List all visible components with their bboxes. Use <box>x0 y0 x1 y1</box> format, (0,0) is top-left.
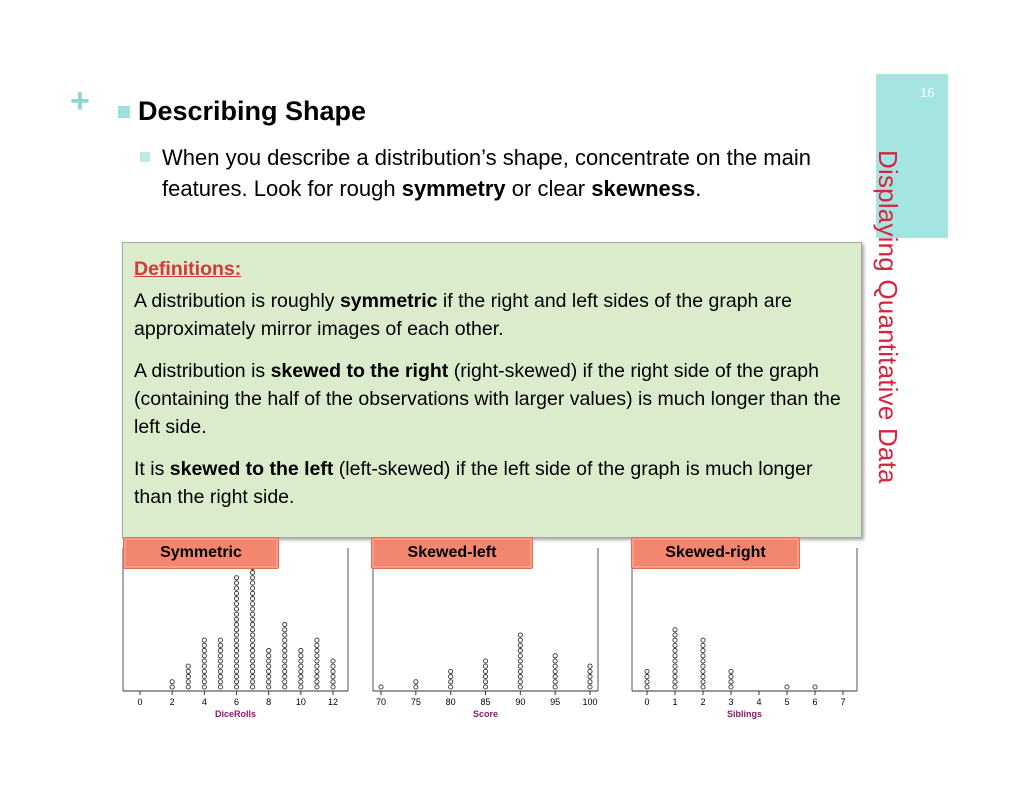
data-dot <box>588 680 592 684</box>
data-dot <box>299 649 303 653</box>
data-dot <box>283 628 287 632</box>
data-dot <box>218 649 222 653</box>
data-dot <box>234 643 238 647</box>
data-dot <box>785 685 789 689</box>
definitions-heading: Definitions: <box>134 258 242 280</box>
tick-label: 0 <box>137 697 143 707</box>
data-dot <box>414 685 418 689</box>
data-dot <box>234 617 238 621</box>
data-dot <box>267 649 271 653</box>
data-dot <box>186 669 190 673</box>
data-dot <box>449 685 453 689</box>
data-dot <box>673 638 677 642</box>
data-dot <box>250 617 254 621</box>
data-dot <box>250 591 254 595</box>
data-dot <box>518 675 522 679</box>
data-dot <box>234 638 238 642</box>
data-dot <box>283 659 287 663</box>
data-dot <box>250 571 254 575</box>
data-dot <box>234 628 238 632</box>
data-dot <box>218 675 222 679</box>
tick-label: 6 <box>812 697 818 707</box>
data-dot <box>813 685 817 689</box>
data-dot <box>250 649 254 653</box>
data-dot <box>234 623 238 627</box>
data-dot <box>518 649 522 653</box>
tick-label: 2 <box>700 697 706 707</box>
data-dot <box>299 659 303 663</box>
data-dot <box>250 664 254 668</box>
data-dot <box>283 633 287 637</box>
tick-label: 1 <box>672 697 678 707</box>
def1-bold: symmetric <box>339 290 438 312</box>
data-dot <box>518 669 522 673</box>
data-dot <box>267 685 271 689</box>
data-dot <box>518 654 522 658</box>
data-dot <box>234 680 238 684</box>
data-dot <box>673 669 677 673</box>
data-dot <box>299 669 303 673</box>
data-dot <box>331 664 335 668</box>
data-dot <box>729 685 733 689</box>
data-dot <box>250 576 254 580</box>
data-dot <box>234 607 238 611</box>
data-dot <box>701 649 705 653</box>
data-dot <box>483 680 487 684</box>
data-dot <box>250 623 254 627</box>
data-dot <box>701 654 705 658</box>
tick-label: 75 <box>410 697 421 707</box>
data-dot <box>553 685 557 689</box>
def3-text-a: It is <box>134 458 170 480</box>
def2-text-b: (right-skewed) if the right side of the graph (containing the half of the observations with larger values) is much longer than the left side. <box>134 360 841 438</box>
data-dot <box>518 685 522 689</box>
data-dot <box>673 628 677 632</box>
label-skewed-left: Skewed-left <box>371 537 533 569</box>
data-dot <box>234 602 238 606</box>
data-dot <box>202 654 206 658</box>
data-dot <box>234 633 238 637</box>
data-dot <box>267 680 271 684</box>
data-dot <box>315 654 319 658</box>
data-dot <box>331 680 335 684</box>
data-dot <box>170 685 174 689</box>
data-dot <box>202 685 206 689</box>
data-dot <box>202 649 206 653</box>
data-dot <box>414 680 418 684</box>
data-dot <box>250 633 254 637</box>
data-dot <box>283 664 287 668</box>
data-dot <box>449 669 453 673</box>
data-dot <box>673 675 677 679</box>
data-dot <box>186 685 190 689</box>
data-dot <box>283 623 287 627</box>
data-dot <box>283 643 287 647</box>
data-dot <box>234 675 238 679</box>
data-dot <box>315 649 319 653</box>
data-dot <box>267 664 271 668</box>
tick-label: 10 <box>295 697 306 707</box>
data-dot <box>202 664 206 668</box>
data-dot <box>250 685 254 689</box>
data-dot <box>250 581 254 585</box>
x-axis-label-skewed-left: Score <box>472 709 499 719</box>
data-dot <box>518 638 522 642</box>
data-dot <box>250 597 254 601</box>
data-dot <box>250 669 254 673</box>
data-dot <box>315 643 319 647</box>
data-dot <box>701 680 705 684</box>
data-dot <box>553 669 557 673</box>
data-dot <box>518 633 522 637</box>
data-dot <box>331 685 335 689</box>
tick-label: 100 <box>582 697 598 707</box>
data-dot <box>299 654 303 658</box>
data-dot <box>673 633 677 637</box>
x-axis-label-skewed-right: Siblings <box>726 709 763 719</box>
data-dot <box>267 654 271 658</box>
data-dot <box>553 675 557 679</box>
tick-label: 6 <box>233 697 240 707</box>
data-dot <box>729 669 733 673</box>
data-dot <box>218 669 222 673</box>
data-dot <box>234 664 238 668</box>
data-dot <box>267 675 271 679</box>
bullet-text-2: or clear <box>505 176 592 201</box>
data-dot <box>701 664 705 668</box>
data-dot <box>202 638 206 642</box>
data-dot <box>483 669 487 673</box>
data-dot <box>218 664 222 668</box>
data-dot <box>186 680 190 684</box>
data-dot <box>250 654 254 658</box>
data-dot <box>299 680 303 684</box>
data-dot <box>331 669 335 673</box>
data-dot <box>234 649 238 653</box>
def1-text-b: if the right and left sides of the graph are approximately mirror images of each other. <box>134 290 792 340</box>
data-dot <box>250 628 254 632</box>
tick-label: 70 <box>375 697 387 707</box>
def2-bold: skewed to the right <box>270 360 449 382</box>
data-dot <box>202 669 206 673</box>
data-dot <box>283 685 287 689</box>
data-dot <box>645 669 649 673</box>
label-skewed-right: Skewed-right <box>631 537 800 569</box>
data-dot <box>283 680 287 684</box>
data-dot <box>267 669 271 673</box>
data-dot <box>283 638 287 642</box>
def3-text-b: (left-skewed) if the left side of the graph is much longer than the right side. <box>134 458 813 508</box>
tick-label: 8 <box>266 697 272 707</box>
bullet-bold-skewness: skewness <box>591 176 696 201</box>
data-dot <box>645 685 649 689</box>
data-dot <box>331 659 335 663</box>
tick-label: 3 <box>728 697 734 707</box>
data-dot <box>250 586 254 590</box>
data-dot <box>234 659 238 663</box>
bullet-text-1: When you describe a distribution’s shape, concentrate on the main features. Look for rough <box>162 145 811 201</box>
data-dot <box>283 675 287 679</box>
data-dot <box>202 659 206 663</box>
data-dot <box>250 680 254 684</box>
data-dot <box>218 659 222 663</box>
data-dot <box>234 591 238 595</box>
data-dot <box>315 675 319 679</box>
data-dot <box>518 664 522 668</box>
data-dot <box>218 643 222 647</box>
data-dot <box>483 685 487 689</box>
data-dot <box>283 669 287 673</box>
data-dot <box>234 581 238 585</box>
data-dot <box>673 659 677 663</box>
data-dot <box>299 675 303 679</box>
data-dot <box>186 664 190 668</box>
data-dot <box>250 638 254 642</box>
data-dot <box>202 680 206 684</box>
data-dot <box>553 654 557 658</box>
data-dot <box>553 659 557 663</box>
data-dot <box>315 659 319 663</box>
data-dot <box>449 675 453 679</box>
data-dot <box>250 607 254 611</box>
data-dot <box>234 669 238 673</box>
data-dot <box>701 669 705 673</box>
data-dot <box>218 654 222 658</box>
data-dot <box>518 680 522 684</box>
data-dot <box>250 643 254 647</box>
label-symmetric: Symmetric <box>123 537 279 569</box>
data-dot <box>234 685 238 689</box>
bullet-bold-symmetry: symmetry <box>401 176 506 201</box>
data-dot <box>483 659 487 663</box>
tick-label: 2 <box>169 697 175 707</box>
data-dot <box>673 643 677 647</box>
data-dot <box>673 680 677 684</box>
def2-text-a: A distribution is <box>134 360 271 382</box>
data-dot <box>218 638 222 642</box>
tick-label: 85 <box>480 697 491 707</box>
tick-label: 7 <box>840 697 846 707</box>
data-dot <box>701 685 705 689</box>
def3-bold: skewed to the left <box>169 458 334 480</box>
data-dot <box>673 664 677 668</box>
data-dot <box>701 643 705 647</box>
data-dot <box>250 612 254 616</box>
def1-text-a: A distribution is roughly <box>134 290 340 312</box>
data-dot <box>218 680 222 684</box>
data-dot <box>283 649 287 653</box>
x-axis-label-symmetric: DiceRolls <box>214 709 257 719</box>
data-dot <box>518 643 522 647</box>
data-dot <box>449 680 453 684</box>
data-dot <box>315 638 319 642</box>
tick-label: 4 <box>756 697 762 707</box>
data-dot <box>331 675 335 679</box>
data-dot <box>483 675 487 679</box>
data-dot <box>250 659 254 663</box>
data-dot <box>299 664 303 668</box>
data-dot <box>234 576 238 580</box>
data-dot <box>729 675 733 679</box>
data-dot <box>170 680 174 684</box>
data-dot <box>315 680 319 684</box>
data-dot <box>701 638 705 642</box>
data-dot <box>645 675 649 679</box>
tick-label: 0 <box>644 697 650 707</box>
data-dot <box>729 680 733 684</box>
data-dot <box>553 680 557 684</box>
data-dot <box>701 675 705 679</box>
tick-label: 90 <box>515 697 526 707</box>
data-dot <box>218 685 222 689</box>
data-dot <box>299 685 303 689</box>
data-dot <box>645 680 649 684</box>
data-dot <box>234 597 238 601</box>
data-dot <box>379 685 383 689</box>
data-dot <box>483 664 487 668</box>
data-dot <box>315 685 319 689</box>
data-dot <box>588 685 592 689</box>
data-dot <box>283 654 287 658</box>
data-dot <box>250 675 254 679</box>
data-dot <box>202 675 206 679</box>
tick-label: 80 <box>445 697 456 707</box>
data-dot <box>234 586 238 590</box>
data-dot <box>250 602 254 606</box>
slide-title: Describing Shape <box>138 96 367 126</box>
data-dot <box>673 649 677 653</box>
data-dot <box>518 659 522 663</box>
data-dot <box>315 669 319 673</box>
data-dot <box>234 612 238 616</box>
side-title: Displaying Quantitative Data <box>873 150 903 484</box>
data-dot <box>315 664 319 668</box>
tick-label: 12 <box>327 697 339 707</box>
data-dot <box>588 675 592 679</box>
data-dot <box>673 654 677 658</box>
data-dot <box>234 654 238 658</box>
data-dot <box>202 643 206 647</box>
tick-label: 5 <box>784 697 790 707</box>
data-dot <box>588 664 592 668</box>
data-dot <box>267 659 271 663</box>
tick-label: 95 <box>550 697 561 707</box>
data-dot <box>553 664 557 668</box>
bullet-text-3: . <box>695 176 702 201</box>
data-dot <box>701 659 705 663</box>
data-dot <box>588 669 592 673</box>
data-dot <box>186 675 190 679</box>
page-number: 16 <box>920 85 935 100</box>
tick-label: 4 <box>201 697 207 707</box>
plus-icon: + <box>70 82 90 120</box>
data-dot <box>673 685 677 689</box>
